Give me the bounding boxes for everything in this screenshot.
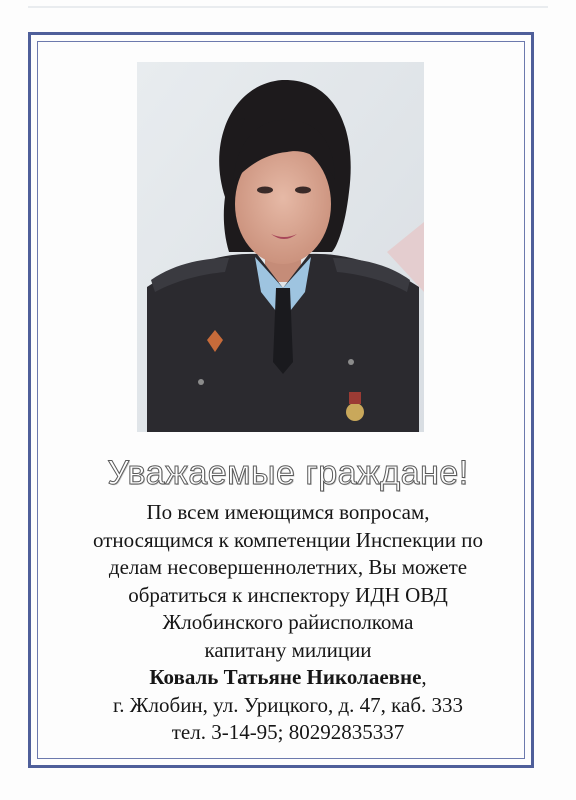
heading-title: Уважаемые граждане! (107, 454, 469, 492)
body-line-5: Жлобинского райисполкома (162, 610, 414, 634)
officer-name-line (40, 664, 536, 692)
phone-line: тел. 3-14-95; 80292835337 (171, 720, 405, 744)
scan-edge-line (28, 6, 548, 8)
body-line-1: По всем имеющимся вопросам, (146, 500, 430, 524)
body-line-3: делам несовершеннолетних, Вы можете (108, 555, 468, 579)
officer-photo (137, 62, 424, 432)
address-line: г. Жлобин, ул. Урицкого, д. 47, каб. 333 (112, 692, 464, 717)
body-line-6: капитану милиции (204, 637, 372, 662)
officer-name: Коваль Татьяне Николаевне (149, 665, 422, 689)
body-line-2: относящимся к компетенции Инспекции по (93, 527, 483, 552)
notice-body (40, 499, 536, 747)
body-line-4: обратиться к инспектору ИДН ОВД (128, 582, 448, 607)
officer-name-suffix: , (421, 665, 427, 689)
